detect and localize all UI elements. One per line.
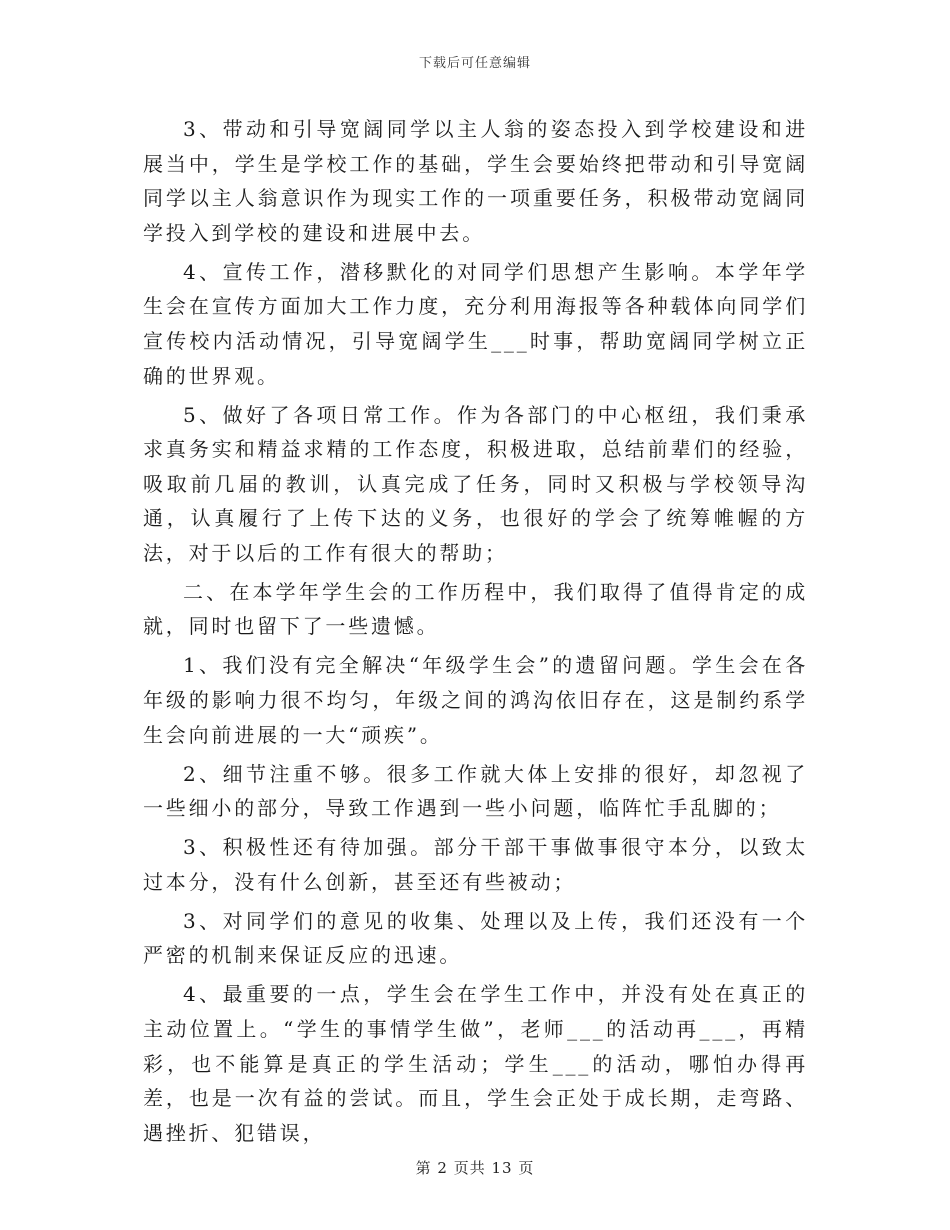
document-body [143,112,808,1155]
paragraph: 3、对同学们的意见的收集、处理以及上传，我们还没有一个严密的机制来保证反应的迅速。 [143,908,808,968]
paragraph: 3、积极性还有待加强。部分干部干事做事很守本分，以致太过本分，没有什么创新，甚至还有些被动； [143,835,808,894]
paragraph: 3、带动和引导宽阔同学以主人翁的姿态投入到学校建设和进展当中，学生是学校工作的基础，学生会要始终把带动和引导宽阔同学以主人翁意识作为现实工作的一项重要任务，积极带动宽阔同学投入到学校的建设和进展中去。 [143,117,808,245]
paragraph: 5、做好了各项日常工作。作为各部门的中心枢纽，我们秉承求真务实和精益求精的工作态度，积极进取，总结前辈们的经验，吸取前几届的教训，认真完成了任务，同时又积极与学校领导沟通，认真履行了上传下达的义务，也很好的学会了统筹帷幄的方法，对于以后的工作有很大的帮助； [143,402,808,565]
paragraph: 二、在本学年学生会的工作历程中，我们取得了值得肯定的成就，同时也留下了一些遗憾。 [143,579,808,639]
paragraph: 4、宣传工作，潜移默化的对同学们思想产生影响。本学年学生会在宣传方面加大工作力度，充分利用海报等各种载体向同学们宣传校内活动情况，引导宽阔学生___时事，帮助宽阔同学树立正确的世界观。 [143,259,808,388]
page-number-footer: 第 2 页共 13 页 [415,1159,535,1177]
paragraph: 1、我们没有完全解决“年级学生会”的遗留问题。学生会在各年级的影响力很不均匀，年级之间的鸿沟依旧存在，这是制约系学生会向前进展的一大“顽疾”。 [143,653,808,747]
page-header: 下载后可任意编辑 [418,56,531,71]
paragraph: 2、细节注重不够。很多工作就大体上安排的很好，却忽视了一些细小的部分，导致工作遇到一些小问题，临阵忙手乱脚的； [143,761,808,821]
paragraph: 4、最重要的一点，学生会在学生工作中，并没有处在真正的主动位置上。“学生的事情学生做”，老师___的活动再___，再精彩，也不能算是真正的学生活动；学生___的活动，哪怕办得再差，也是一次有益的尝试。而且，学生会正处于成长期，走弯路、遇挫折、犯错误， [143,982,808,1145]
